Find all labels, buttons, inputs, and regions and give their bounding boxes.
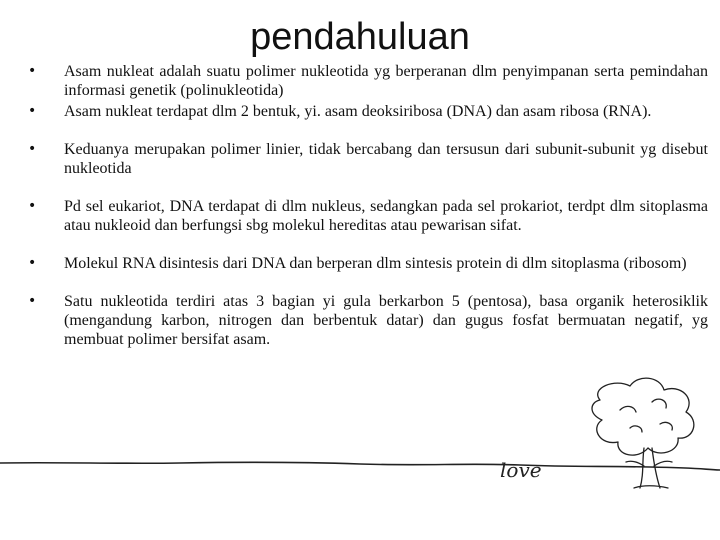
bullet-text: Satu nukleotida terdiri atas 3 bagian yi gula berkarbon 5 (pentosa), basa organik heterosiklik (mengandung karbon, nitrogen dan berbentuk datar) dan gugus fosfat bermuatan negatif, yg membuat polimer bersifat asam. — [64, 293, 708, 348]
bullet-item — [28, 254, 708, 273]
bullet-text: Molekul RNA disintesis dari DNA dan berperan dlm sintesis protein di dlm sitoplasma (ribosom) — [64, 255, 687, 272]
bullet-icon: • — [28, 103, 37, 119]
bullet-item — [28, 197, 708, 235]
bullet-item — [28, 102, 708, 121]
signature-love-text: love — [500, 458, 542, 482]
bullet-text: Keduanya merupakan polimer linier, tidak bercabang dan tersusun dari subunit-subunit yg disebut nukleotida — [64, 141, 708, 177]
bullet-icon: • — [28, 255, 37, 271]
bullet-text: Asam nukleat adalah suatu polimer nukleotida yg berperanan dlm penyimpanan serta pemindahan informasi genetik (polinukleotida) — [64, 63, 708, 99]
bullet-icon: • — [28, 293, 37, 309]
bullet-icon: • — [28, 198, 37, 214]
bullet-item — [28, 292, 708, 349]
slide-title: pendahuluan — [250, 16, 470, 58]
bullet-icon: • — [28, 63, 37, 79]
bullet-text: Pd sel eukariot, DNA terdapat di dlm nukleus, sedangkan pada sel prokariot, terdpt dlm sitoplasma atau nukleoid dan berfungsi sbg molekul hereditas atau pewarisan sifat. — [64, 198, 708, 234]
bullet-item — [28, 62, 708, 100]
bullet-list — [28, 62, 708, 349]
tree-sketch-icon — [560, 370, 720, 500]
bullet-icon: • — [28, 141, 37, 157]
bullet-item — [28, 140, 708, 178]
bullet-text: Asam nukleat terdapat dlm 2 bentuk, yi. asam deoksiribosa (DNA) dan asam ribosa (RNA). — [64, 103, 652, 120]
